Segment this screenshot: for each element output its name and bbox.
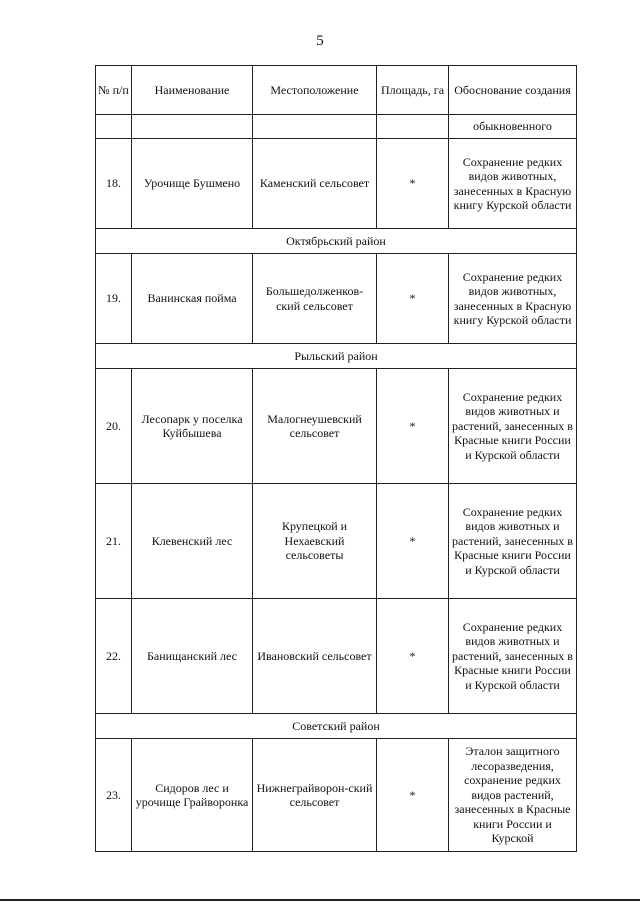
section-row [96,344,577,369]
row-area: * [377,739,449,852]
continuation-basis: обыкновенного [449,115,577,139]
row-num: 19. [96,254,132,344]
table-header-row [96,66,577,115]
header-num: № п/п [96,66,132,115]
table-row [96,484,577,599]
header-area: Площадь, га [377,66,449,115]
row-num: 21. [96,484,132,599]
row-name: Клевенский лес [132,484,253,599]
row-basis: Сохранение редких видов животных и растений, занесенных в Красные книги России и Курской области [449,599,577,714]
row-location: Малогнеушевский сельсовет [253,369,377,484]
row-location: Нижнеграйворон-ский сельсовет [253,739,377,852]
row-name: Сидоров лес и урочище Грайворонка [132,739,253,852]
row-name: Банищанский лес [132,599,253,714]
table-cell [253,115,377,139]
table-row [96,739,577,852]
section-row [96,229,577,254]
row-basis: Сохранение редких видов животных и растений, занесенных в Красные книги России и Курской области [449,369,577,484]
continuation-row [96,115,577,139]
table-row [96,254,577,344]
header-location: Местоположение [253,66,377,115]
row-num: 20. [96,369,132,484]
row-location: Крупецкой и Нехаевский сельсоветы [253,484,377,599]
row-name: Лесопарк у поселка Куйбышева [132,369,253,484]
row-num: 18. [96,139,132,229]
row-location: Большедолженков-ский сельсовет [253,254,377,344]
row-basis: Сохранение редких видов животных, занесенных в Красную книгу Курской области [449,254,577,344]
header-basis: Обоснование создания [449,66,577,115]
row-basis: Эталон защитного лесоразведения, сохранение редких видов растений, занесенных в Красные книги России и Курской [449,739,577,852]
row-basis: Сохранение редких видов животных, занесенных в Красную книгу Курской области [449,139,577,229]
section-title: Советский район [96,714,577,739]
protected-areas-table [95,65,577,852]
row-name: Ванинская пойма [132,254,253,344]
row-num: 22. [96,599,132,714]
row-area: * [377,139,449,229]
row-area: * [377,599,449,714]
header-name: Наименование [132,66,253,115]
row-area: * [377,254,449,344]
row-name: Урочище Бушмено [132,139,253,229]
table-row [96,369,577,484]
row-num: 23. [96,739,132,852]
table-cell [96,115,132,139]
table-cell [377,115,449,139]
row-location: Каменский сельсовет [253,139,377,229]
page-number: 5 [316,33,324,49]
table-cell [132,115,253,139]
row-location: Ивановский сельсовет [253,599,377,714]
section-row [96,714,577,739]
section-title: Рыльский район [96,344,577,369]
table-row [96,599,577,714]
page-bottom-divider [0,899,640,901]
row-basis: Сохранение редких видов животных и растений, занесенных в Красные книги России и Курской области [449,484,577,599]
section-title: Октябрьский район [96,229,577,254]
row-area: * [377,369,449,484]
table-row [96,139,577,229]
row-area: * [377,484,449,599]
